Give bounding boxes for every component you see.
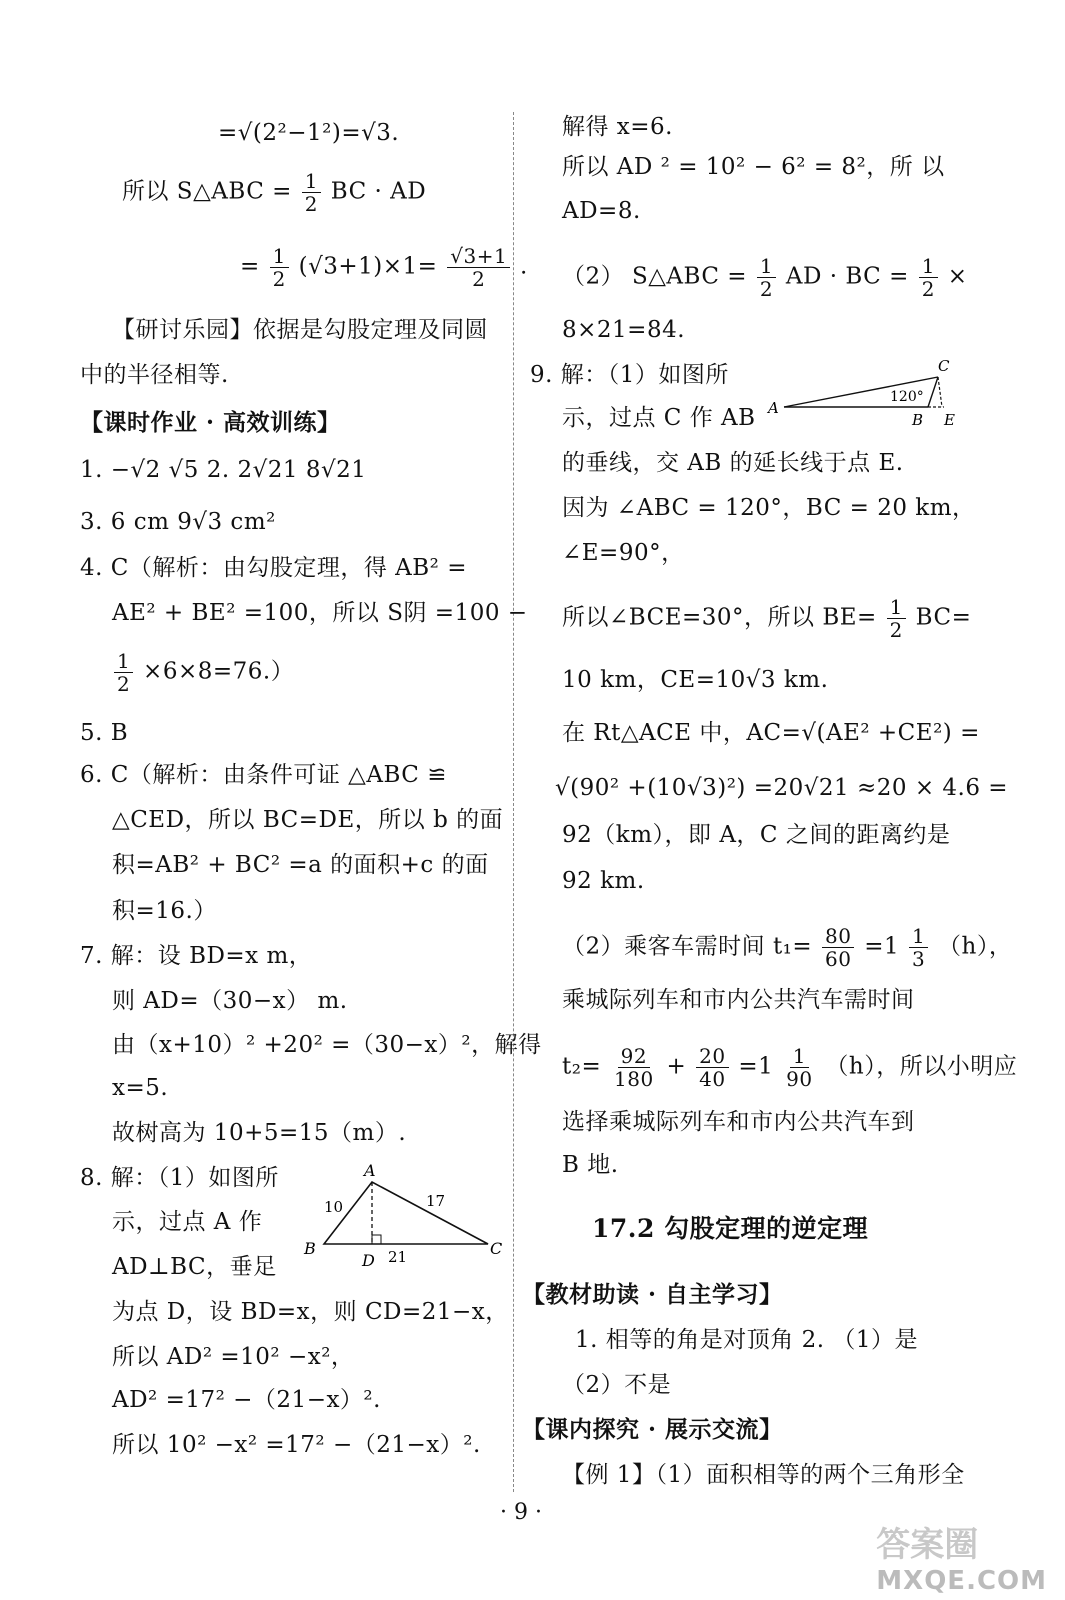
side-label-17: 17 bbox=[426, 1192, 446, 1210]
fraction: $\frac{1}{2}$ bbox=[757, 255, 776, 300]
fraction: $\frac{1}{2}$ bbox=[919, 255, 938, 300]
text-line: t₂= $\frac{92}{180}$ + $\frac{20}{40}$ =1 $\frac{1}{90}$ （h），所以小明应 bbox=[562, 1044, 1018, 1091]
answer-line: 7. 解：设 BD=x m， bbox=[80, 943, 313, 969]
page-number: · 9 · bbox=[500, 1500, 542, 1525]
text-line: 所以 AD ² = 10² − 6² = 8²，所 以 bbox=[562, 154, 945, 180]
text-line: 【研讨乐园】依据是勾股定理及同圆 bbox=[112, 317, 488, 343]
angle-label: 120° bbox=[890, 389, 924, 405]
answer-line: 积=16.） bbox=[112, 898, 217, 924]
answer-line: AD⊥BC，垂足 bbox=[112, 1254, 277, 1280]
text-line: 乘城际列车和市内公共汽车需时间 bbox=[562, 987, 915, 1013]
text-line: 92 km. bbox=[562, 868, 645, 894]
text-line: = $\frac{1}{2}$ (√3+1)×1= $\frac{√3+1}{2}$ . bbox=[240, 244, 528, 291]
answer-line: AD² =17² −（21−x）². bbox=[112, 1387, 381, 1413]
section-title: 17.2 勾股定理的逆定理 bbox=[592, 1214, 869, 1243]
text-line: 【例 1】（1）面积相等的两个三角形全 bbox=[562, 1462, 965, 1488]
text-line: √(90² +(10√3)²) =20√21 ≈20 × 4.6 = bbox=[555, 775, 1009, 801]
text-line: =√(2²−1²)=√3. bbox=[218, 120, 400, 146]
column-divider bbox=[513, 112, 514, 1492]
text-line: 的垂线，交 AB 的延长线于点 E. bbox=[562, 450, 904, 476]
answer-line: $\frac{1}{2}$ ×6×8=76.） bbox=[112, 650, 294, 695]
answer-line: 示，过点 A 作 bbox=[112, 1209, 263, 1235]
perpendicular-ce bbox=[938, 377, 942, 407]
label-e: E bbox=[944, 411, 955, 429]
answer-line: 4. C（解析：由勾股定理，得 AB² = bbox=[80, 555, 467, 581]
section-heading: 【课时作业 · 高效训练】 bbox=[80, 409, 341, 436]
text-line: 选择乘城际列车和市内公共汽车到 bbox=[562, 1109, 915, 1135]
right-angle-mark bbox=[372, 1235, 381, 1244]
answer-line: 1. −√2 √5 2. 2√21 8√21 bbox=[80, 457, 367, 483]
fraction: $\frac{√3+1}{2}$ bbox=[447, 245, 510, 290]
answer-line: 由（x+10）² +20² =（30−x）²，解得 bbox=[112, 1032, 542, 1058]
label-a: A bbox=[364, 1161, 376, 1180]
label-b: B bbox=[304, 1239, 316, 1258]
triangle-figure-9 bbox=[762, 355, 962, 435]
answer-line: 8. 解：（1）如图所 bbox=[80, 1165, 279, 1191]
text-line: 10 km，CE=10√3 km. bbox=[562, 667, 829, 693]
label-c: C bbox=[938, 357, 950, 375]
side-label-10: 10 bbox=[324, 1198, 344, 1216]
text-line: （2）不是 bbox=[562, 1372, 672, 1398]
text-line: 92（km），即 A，C 之间的距离约是 bbox=[562, 822, 951, 848]
answer-line: 所以 AD² =10² −x²， bbox=[112, 1344, 355, 1370]
side-bc bbox=[928, 377, 938, 407]
fraction: $\frac{92}{180}$ bbox=[614, 1044, 654, 1091]
answer-line: 则 AD=（30−x） m. bbox=[112, 988, 348, 1014]
fraction: $\frac{1}{90}$ bbox=[786, 1044, 813, 1091]
answer-line: x=5. bbox=[112, 1075, 169, 1101]
text-line: 解得 x=6. bbox=[562, 114, 673, 140]
side-label-21: 21 bbox=[388, 1248, 408, 1266]
answer-line: AE² + BE² =100，所以 S阴 =100 − bbox=[112, 600, 528, 626]
answer-line: 5. B bbox=[80, 720, 129, 746]
label-b: B bbox=[912, 411, 924, 429]
label-a: A bbox=[768, 399, 779, 417]
text-line: B 地. bbox=[562, 1152, 619, 1178]
text-line: 所以∠BCE=30°，所以 BE= $\frac{1}{2}$ BC= bbox=[562, 595, 972, 642]
text-line: AD=8. bbox=[562, 198, 641, 224]
label-c: C bbox=[490, 1239, 503, 1258]
answer-line: 积=AB² + BC² =a 的面积+c 的面 bbox=[112, 852, 489, 878]
answer-line: 故树高为 10+5=15（m）. bbox=[112, 1120, 407, 1146]
text-line: （2） S△ABC = $\frac{1}{2}$ AD · BC = $\frac{1}{2}$ × bbox=[562, 254, 968, 301]
text-line: 所以 S△ABC = $\frac{1}{2}$ BC · AD bbox=[122, 169, 427, 216]
text-line: 因为 ∠ABC = 120°，BC = 20 km， bbox=[562, 495, 976, 521]
text-line: 中的半径相等. bbox=[80, 362, 229, 388]
fraction: $\frac{1}{2}$ bbox=[887, 596, 906, 641]
text-line: 9. 解：（1）如图所 bbox=[530, 362, 729, 388]
section-heading: 【教材助读 · 自主学习】 bbox=[522, 1281, 783, 1308]
fraction: $\frac{1}{2}$ bbox=[302, 170, 321, 215]
text-line: （2）乘客车需时间 t₁= $\frac{80}{60}$ =1 $\frac{1}{3}$ （h）， bbox=[562, 924, 1013, 971]
fraction: $\frac{1}{3}$ bbox=[909, 925, 928, 970]
answer-line: 3. 6 cm 9√3 cm² bbox=[80, 509, 276, 535]
text-line: 1. 相等的角是对顶角 2. （1）是 bbox=[575, 1327, 918, 1353]
text-line: 示，过点 C 作 AB bbox=[562, 405, 756, 431]
triangle-figure-8 bbox=[296, 1160, 511, 1270]
answer-line: 所以 10² −x² =17² −（21−x）². bbox=[112, 1432, 481, 1458]
answer-line: △CED，所以 BC=DE，所以 b 的面 bbox=[112, 807, 504, 833]
text-line: 在 Rt△ACE 中，AC=√(AE² +CE²) = bbox=[562, 720, 980, 746]
fraction: $\frac{20}{40}$ bbox=[696, 1045, 728, 1090]
text-line: ∠E=90°， bbox=[562, 540, 685, 566]
text-line: 8×21=84. bbox=[562, 317, 686, 343]
triangle-abc bbox=[324, 1182, 488, 1244]
fraction: $\frac{80}{60}$ bbox=[822, 925, 854, 970]
watermark-logo: 答案圈 MXQE.COM bbox=[876, 1525, 1047, 1596]
fraction: $\frac{1}{2}$ bbox=[114, 650, 133, 695]
section-heading: 【课内探究 · 展示交流】 bbox=[522, 1416, 783, 1443]
label-d: D bbox=[362, 1251, 375, 1270]
answer-line: 为点 D，设 BD=x，则 CD=21−x， bbox=[112, 1299, 509, 1325]
fraction: $\frac{1}{2}$ bbox=[270, 245, 289, 290]
answer-line: 6. C（解析：由条件可证 △ABC ≌ bbox=[80, 762, 447, 788]
